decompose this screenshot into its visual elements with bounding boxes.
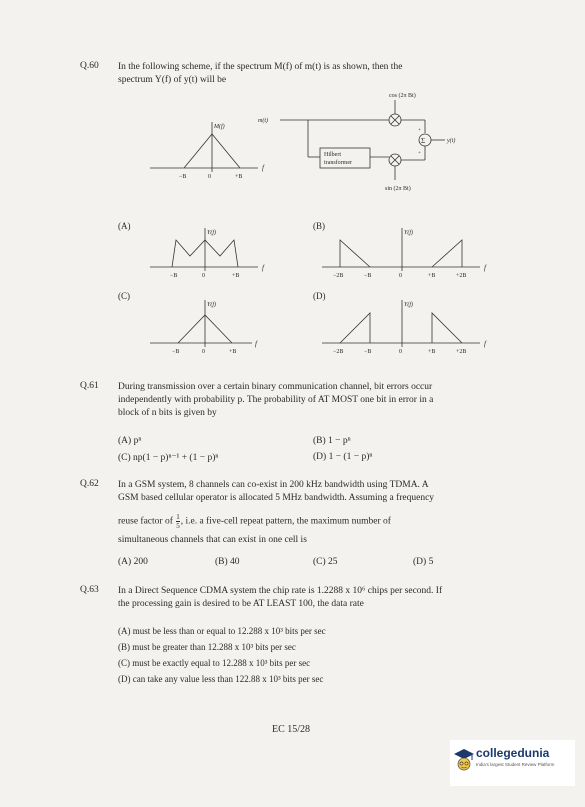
mt-label: m(t) <box>258 118 268 124</box>
question-62-text-line2: GSM based cellular operator is allocated 5 MHz bandwidth. Assuming a frequency <box>118 493 435 503</box>
question-62-option-d: (D) 5 <box>413 557 434 567</box>
question-62-text-line3 <box>118 513 391 530</box>
mf-label: M(f) <box>214 124 225 130</box>
question-63-option-a: (A) must be less than or equal to 12.288 x 10³ bits per sec <box>118 626 326 636</box>
question-61-text-line1: During transmission over a certain binary communication channel, bit errors occur <box>118 382 433 392</box>
logo-tagline: India's largest Student Review Platform <box>476 762 555 767</box>
cos-label: cos (2π Bt) <box>389 93 416 99</box>
q60-figure <box>0 85 585 465</box>
collegedunia-logo <box>450 740 575 786</box>
option-a-tick-neg-b: −B <box>170 273 178 279</box>
option-d-tick-zero: 0 <box>399 349 402 355</box>
sigma-symbol: Σ <box>421 137 426 145</box>
question-60-text-line2: spectrum Y(f) of y(t) will be <box>118 75 227 85</box>
option-a-tick-zero: 0 <box>202 273 205 279</box>
option-d-tick-pos-2b: +2B <box>456 349 467 355</box>
question-61-option-a: (A) pⁿ <box>118 436 142 446</box>
question-62-text-line4: simultaneous channels that can exist in one cell is <box>118 535 307 545</box>
option-c-yf: Y(f) <box>207 302 216 308</box>
option-d-tick-neg-b: −B <box>364 349 372 355</box>
option-d-yf: Y(f) <box>404 302 413 308</box>
question-61-text-line3: block of n bits is given by <box>118 408 217 418</box>
fraction-denominator: 5 <box>176 522 180 530</box>
question-number-60: Q.60 <box>80 61 99 71</box>
option-a-yf: Y(f) <box>207 230 216 236</box>
question-62-option-b: (B) 40 <box>215 557 240 567</box>
question-62-text-line1: In a GSM system, 8 channels can co-exist in 200 kHz bandwidth using TDMA. A <box>118 480 429 490</box>
yt-label: y(t) <box>447 138 456 144</box>
question-61-option-b: (B) 1 − pⁿ <box>313 436 351 446</box>
option-a-plot <box>150 228 258 271</box>
page-footer: EC 15/28 <box>272 724 311 735</box>
question-63-option-c: (C) must be exactly equal to 12.288 x 10³ bits per sec <box>118 658 311 668</box>
option-d-tick-pos-b: +B <box>428 349 436 355</box>
question-62-option-c: (C) 25 <box>313 557 338 567</box>
option-c-tick-zero: 0 <box>202 349 205 355</box>
option-b-plot <box>322 228 480 271</box>
mf-spectrum <box>150 122 258 172</box>
question-62-option-a: (A) 200 <box>118 557 148 567</box>
question-63-text-line1: In a Direct Sequence CDMA system the chip rate is 1.2288 x 10⁶ chips per second. If <box>118 586 443 596</box>
question-number-63: Q.63 <box>80 585 99 595</box>
option-d-plot <box>322 300 480 347</box>
option-b-tick-pos-b: +B <box>428 273 436 279</box>
mf-axis-f: f <box>262 164 264 172</box>
question-number-61: Q.61 <box>80 381 99 391</box>
question-61-text-line2: independently with probability p. The probability of AT MOST one bit in error in a <box>118 395 434 405</box>
option-b-label: (B) <box>313 221 325 231</box>
question-62-fraction <box>176 513 180 530</box>
option-b-tick-zero: 0 <box>399 273 402 279</box>
sin-label: sin (2π Bt) <box>385 186 411 192</box>
question-number-62: Q.62 <box>80 479 99 489</box>
question-61-option-c: (C) np(1 − p)ⁿ⁻¹ + (1 − p)ⁿ <box>118 453 219 463</box>
question-63-option-d: (D) can take any value less than 122.88 x 10³ bits per sec <box>118 674 324 684</box>
option-b-axis-f: f <box>484 264 486 272</box>
question-61-option-d: (D) 1 − (1 − p)ⁿ <box>313 452 373 462</box>
option-b-yf: Y(f) <box>404 230 413 236</box>
option-c-label: (C) <box>118 291 130 301</box>
option-d-axis-f: f <box>484 340 486 348</box>
option-c-tick-neg-b: −B <box>172 349 180 355</box>
option-d-label: (D) <box>313 291 326 301</box>
option-c-tick-pos-b: +B <box>229 349 237 355</box>
question-63-text-line2: the processing gain is desired to be AT LEAST 100, the data rate <box>118 599 364 609</box>
mf-tick-pos-b: +B <box>235 174 243 180</box>
option-a-label: (A) <box>118 221 131 231</box>
mf-tick-neg-b: −B <box>179 174 187 180</box>
sum-plus-bottom: + <box>418 151 421 156</box>
option-b-tick-neg-b: −B <box>364 273 372 279</box>
mf-tick-zero: 0 <box>208 174 211 180</box>
graduate-cap-icon <box>453 748 475 774</box>
question-62-reuse-suffix: , i.e. a five-cell repeat pattern, the maximum number of <box>180 516 391 527</box>
hilbert-label-1: Hilbert <box>324 152 341 158</box>
option-b-tick-pos-2b: +2B <box>456 273 467 279</box>
question-60-text-line1: In the following scheme, if the spectrum M(f) of m(t) is as shown, then the <box>118 62 403 72</box>
logo-name: collegedunia <box>476 746 550 760</box>
sum-plus-top: + <box>418 128 421 133</box>
fraction-numerator: 1 <box>176 513 180 521</box>
option-b-tick-neg-2b: −2B <box>333 273 344 279</box>
option-c-axis-f: f <box>255 340 257 348</box>
option-a-axis-f: f <box>262 264 264 272</box>
option-d-tick-neg-2b: −2B <box>333 349 344 355</box>
question-63-option-b: (B) must be greater than 12.288 x 10³ bits per sec <box>118 642 296 652</box>
question-62-reuse-prefix: reuse factor of <box>118 516 173 527</box>
option-a-tick-pos-b: +B <box>232 273 240 279</box>
hilbert-label-2: transformer <box>324 160 352 166</box>
option-c-plot <box>150 300 252 347</box>
